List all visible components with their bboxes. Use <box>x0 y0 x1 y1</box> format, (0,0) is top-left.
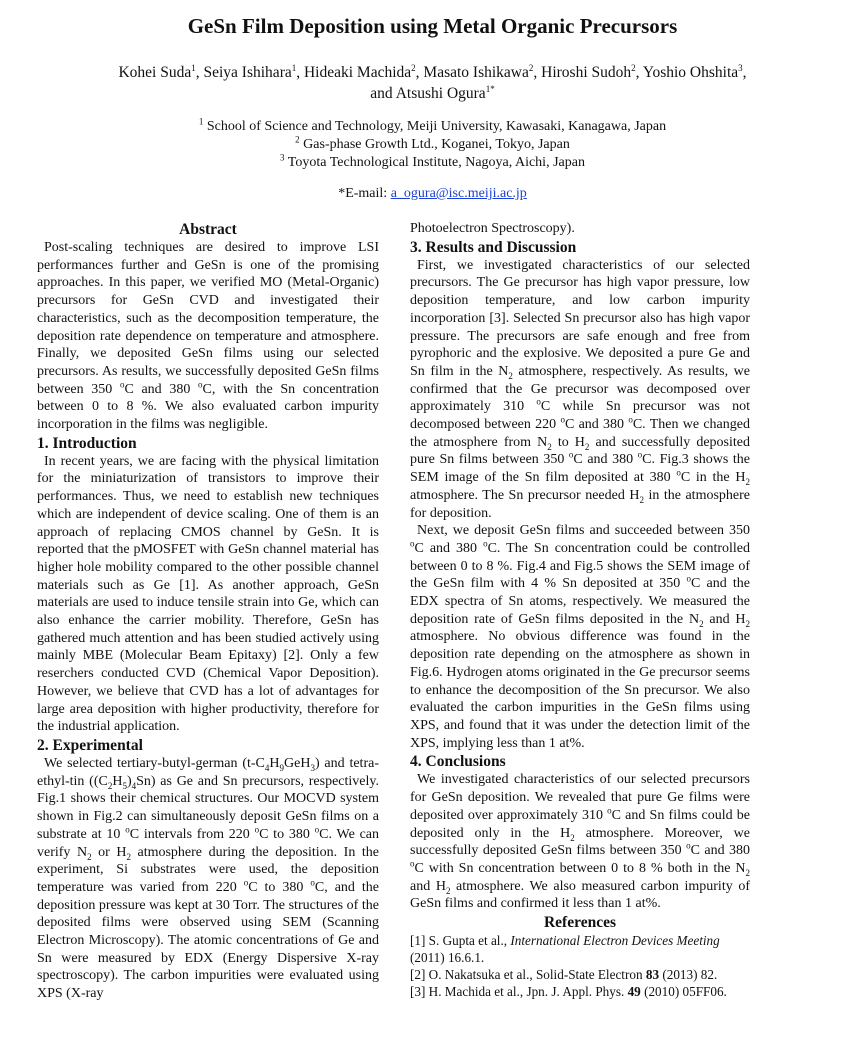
conclusions-heading: 4. Conclusions <box>410 753 506 771</box>
results-text-2: Next, we deposit GeSn films and succeeded between 350 $^o$C and 380 $^o$C. The Sn concentration could be controlled between 0 to 8 %. Fig.4 and Fig.5 shows the SEM image of the GeSn film with 4 % Sn deposited at 350 $^o$C and the EDX spectra of Sn atoms, respectively. We measured the deposition rate of GeSn films deposited in the $N_2$ and $H_2$ atmosphere. No obvious difference was found in the deposition rate depending on the atmosphere as shown in Fig.6. Hydrogen atoms originated in the Ge precursor seems to enhance the decomposition of the Sn precursor. We also evaluated the carbon impurities in the GeSn films using XPS, and found that it was under the detection limit of the XPS, implying less than 1 at%. <box>410 523 750 751</box>
experimental-heading: 2. Experimental <box>37 736 143 754</box>
right-column <box>410 220 750 1000</box>
reference-item: [2] O. Nakatsuka et al., Solid-State Electron 83 (2013) 82. <box>410 967 718 983</box>
introduction-heading: 1. Introduction <box>37 434 137 452</box>
reference-item: [1] S. Gupta et al., International Electron Devices Meeting (2011) 16.6.1. <box>410 933 720 966</box>
abstract-heading: Abstract <box>179 221 237 238</box>
paper-title: GeSn Film Deposition using Metal Organic Precursors <box>187 14 678 38</box>
experimental-text: We selected tertiary-butyl-german $(t-C_4H_9GeH_3)$ and tetra-ethyl-tin $((C_2H_5)_4Sn)$ as Ge and Sn precursors, respectively. Fig.1 shows their chemical structures. Our MOCVD system shown in Fig.2 can simultaneously deposit GeSn films on a substrate at 10 $^o$C intervals from 220 $^o$C to 380 $^o$C. We can verify $N_2$ or $H_2$ atmosphere during the deposition. In the experiment, Si substrates were used, the deposition temperature was varied from 220 $^o$C to 380 $^o$C, and the deposition pressure was kept at 30 Torr. The structures of the deposited films were observed using SEM (Scanning Electron Microscopy). The atomic concentrations of Ge and Sn were measured by EDX (Energy Dispersive X-ray spectroscopy). The carbon impurities were evaluated using XPS (X-ray <box>37 755 380 1002</box>
results-text-1: First, we investigated characteristics of our selected precursors. The Ge precursor has high vapor pressure, low deposition temperature, and low carbon impurity incorporation [3]. Selected Sn precursor also has high vapor pressure. The precursors are safe enough and free from pyrophoric and the explosive. We deposited a pure Ge and Sn film in the $N_2$ atmosphere, respectively. As results, we confirmed that the Ge precursor was decomposed over approximately 310 $^o$C while Sn precursor was not decomposed between 220 $^o$C and 380 $^o$C. Then we changed the atmosphere from $N_2$ to $H_2$ and successfully deposited pure Sn films between 350 $^o$C and 380 $^o$C. Fig.3 shows the SEM image of the Sn film deposited at 380 $^o$C in the $H_2$ atmosphere. The Sn precursor needed $H_2$ in the atmosphere for deposition. <box>410 257 750 521</box>
conclusions-text: We investigated characteristics of our selected precursors for GeSn deposition. We revealed that pure Ge films were deposited over approximately 310 $^o$C and Sn films could be deposited only in the $H_2$ atmosphere. Moreover, we successfully deposited GeSn films between 350 $^o$C and 380 $^o$C with Sn concentration between 0 to 8 % both in the $N_2$ and $H_2$ atmosphere. We also measured carbon impurity of GeSn films and confirmed it less than 1 at%. <box>410 772 750 912</box>
affiliation: $^2$ Gas-phase Growth Ltd., Koganei, Tokyo, Japan <box>295 134 570 152</box>
author: Seiya Ishihara <box>203 64 292 81</box>
affiliation: $^1$ School of Science and Technology, Meiji University, Kawasaki, Kanagawa, Japan <box>198 116 667 134</box>
contact-email: *E-mail: a_ogura@isc.meiji.ac.jp <box>338 186 527 201</box>
references-heading: References <box>543 914 616 932</box>
left-column <box>37 220 379 1003</box>
reference-item: [3] H. Machida et al., Jpn. J. Appl. Phys. 49 (2010) 05FF06. <box>410 984 727 1000</box>
results-heading: 3. Results and Discussion <box>410 238 577 256</box>
author-list: Kohei Suda$^1$, Seiya Ishihara$^1$, Hideaki Machida$^2$, Masato Ishikawa$^2$, Hiroshi Sudoh$^2$, Yoshio Ohshita$^3$, and Atsushi Ogura$^{1*}$ <box>118 62 747 102</box>
experimental-continued: Photoelectron Spectroscopy). <box>410 221 575 236</box>
affiliation: $^3$ Toyota Technological Institute, Nagoya, Aichi, Japan <box>280 152 585 170</box>
abstract-text: Post-scaling techniques are desired to improve LSI performances further and GeSn is one of the promising approaches. In this paper, we verified MO (Metal-Organic) precursors for GeSn CVD and investigated their characteristics, such as the decomposition temperature, the deposition rate dependence on temperature and atmosphere. Finally, we deposited GeSn films using our selected precursors. As results, we successfully deposited GeSn films between 350 $^o$C and 380 $^o$C, with the Sn concentration between 0 to 8 %. We also evaluated carbon impurity incorporation in the films was negligible. <box>37 240 379 433</box>
author: Kohei Suda <box>118 64 192 81</box>
author: Yoshio Ohshita <box>642 64 739 81</box>
affiliations <box>0 118 865 172</box>
introduction-text: In recent years, we are facing with the physical limitation for the miniaturization of transistors to improve their performances. Thus, we need to establish new techniques which are independent of device scaling. One of them is an approach of replacing CMOS channel by GeSn. It is reported that the pMOSFET with GeSn channel material has higher hole mobility compared to the other possible channel materials such as Ge [1]. As another approach, GeSn materials are used to induce tensile strain into Ge, which can also enhance the carrier mobility. Therefore, GeSn has gathered much attention and has been studied actively using mainly MBE (Molecular Beam Epitaxy) [2]. Only a few reserchers conducted CVD (Chemical Vapor Deposition). However, we believe that CVD has a lot of advantages for large area deposition with higher productivity, therefore for the industrial application. <box>37 453 379 735</box>
author: and Atsushi Ogura <box>370 85 486 102</box>
email-link[interactable]: a_ogura@isc.meiji.ac.jp <box>390 186 527 201</box>
author: Hideaki Machida <box>303 64 412 81</box>
author: Hiroshi Sudoh <box>541 64 632 81</box>
author: Masato Ishikawa <box>423 64 529 81</box>
